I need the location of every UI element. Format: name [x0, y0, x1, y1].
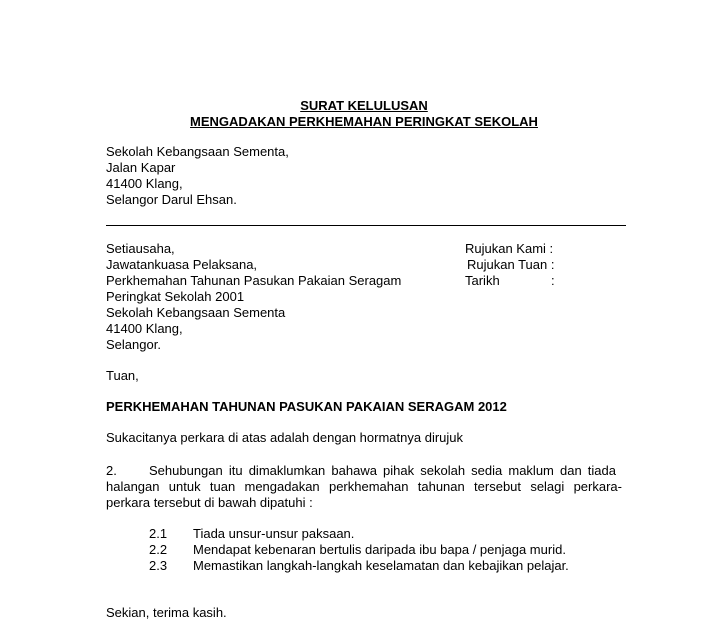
- recipient-line: Peringkat Sekolah 2001: [106, 289, 245, 304]
- ref-your: Rujukan Tuan :: [467, 257, 555, 272]
- recipient-line: 41400 Klang,: [106, 321, 183, 336]
- ref-our: Rujukan Kami :: [465, 241, 554, 256]
- ref-date-label: Tarikh: [465, 273, 500, 288]
- recipient-line: Perkhemahan Tahunan Pasukan Pakaian Seragam: [106, 273, 402, 288]
- item-text: Memastikan langkah-langkah keselamatan dan kebajikan pelajar.: [193, 558, 569, 573]
- recipient-line: Setiausaha,: [106, 241, 175, 256]
- divider-line: [106, 225, 626, 226]
- item-text: Tiada unsur-unsur paksaan.: [193, 526, 355, 541]
- closing: Sekian, terima kasih.: [106, 605, 227, 620]
- letter-title: SURAT KELULUSAN: [300, 98, 428, 113]
- letter-subtitle: MENGADAKAN PERKHEMAHAN PERINGKAT SEKOLAH: [190, 114, 538, 129]
- intro-paragraph: Sukacitanya perkara di atas adalah dengan hormatnya dirujuk: [106, 430, 464, 445]
- para2-line-1: Sehubungan itu dimaklumkan bahawa pihak sekolah sedia maklum dan tiada: [149, 463, 616, 478]
- sender-line: Selangor Darul Ehsan.: [106, 192, 237, 207]
- para2-number: 2.: [106, 463, 117, 478]
- item-text: Mendapat kebenaran bertulis daripada ibu bapa / penjaga murid.: [193, 542, 566, 557]
- recipient-line: Jawatankuasa Pelaksana,: [106, 257, 258, 272]
- recipient-line: Sekolah Kebangsaan Sementa: [106, 305, 286, 320]
- sender-line: 41400 Klang,: [106, 176, 183, 191]
- item-number: 2.3: [149, 558, 168, 573]
- salutation: Tuan,: [106, 368, 139, 383]
- item-number: 2.1: [149, 526, 168, 541]
- recipient-line: Selangor.: [106, 337, 161, 352]
- para2-line-2: halangan untuk tuan mengadakan perkhemahan tahunan tersebut selagi perkara-: [106, 479, 622, 494]
- sender-line: Sekolah Kebangsaan Sementa,: [106, 144, 289, 159]
- para2-line-3: perkara tersebut di bawah dipatuhi :: [106, 495, 313, 510]
- item-number: 2.2: [149, 542, 168, 557]
- subject: PERKHEMAHAN TAHUNAN PASUKAN PAKAIAN SERAGAM 2012: [106, 399, 507, 414]
- sender-line: Jalan Kapar: [106, 160, 176, 175]
- ref-date-colon: :: [551, 273, 555, 288]
